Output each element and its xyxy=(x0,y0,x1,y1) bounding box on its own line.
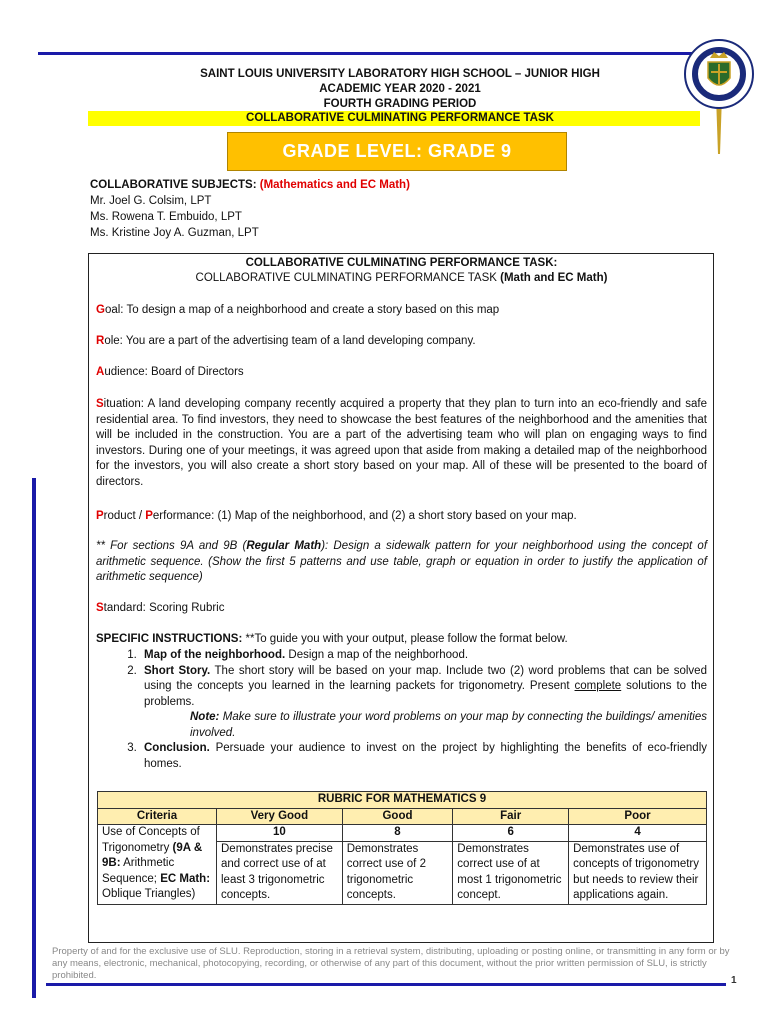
situation xyxy=(96,397,707,490)
product-mid: roduct / xyxy=(103,510,146,522)
school-name: SAINT LOUIS UNIVERSITY LABORATORY HIGH SCHOOL – JUNIOR HIGH xyxy=(200,68,600,80)
item-2-text: The short story will be based on your map. Include two (2) word problems that can be solved using the concepts you learned in the learning packets for trigonometry. Present xyxy=(144,664,707,692)
item-2-text2: solutions to the problems. xyxy=(144,680,708,708)
score-cell: 8 xyxy=(342,825,453,842)
rubric-title: RUBRIC FOR MATHEMATICS 9 xyxy=(98,792,707,809)
criteria-pre: Use of Concepts of Trigonometry xyxy=(102,826,200,854)
rubric-cell: Demonstrates precise and correct use of at least 3 trigonometric concepts. xyxy=(217,841,343,904)
item-3-title: Conclusion. xyxy=(144,742,210,754)
audience-letter: A xyxy=(96,366,105,378)
standard xyxy=(96,601,707,617)
left-rule xyxy=(32,478,36,998)
teacher-3: Ms. Kristine Joy A. Guzman, LPT xyxy=(90,227,259,239)
item-1-text: Design a map of the neighborhood. xyxy=(288,649,469,661)
regular-note-pre: ** For sections 9A and 9B ( xyxy=(96,540,247,552)
task-subtitle-bold: (Math and EC Math) xyxy=(500,272,608,284)
rubric-table xyxy=(97,791,707,905)
collaborative-subjects xyxy=(90,177,410,193)
page-number: 1 xyxy=(731,975,737,986)
regular-note-bold: Regular Math xyxy=(246,540,322,552)
note-text: Make sure to illustrate your word problems on your map by connecting the buildings/ amenities involved. xyxy=(190,711,707,739)
subjects-value: (Mathematics and EC Math) xyxy=(259,179,410,191)
instruction-list-wrap xyxy=(96,648,707,772)
rubric-header: Poor xyxy=(569,808,707,825)
item-1-title: Map of the neighborhood. xyxy=(144,649,286,661)
grade-level-banner: GRADE LEVEL: GRADE 9 xyxy=(227,132,567,171)
task-header-title: COLLABORATIVE CULMINATING PERFORMANCE TASK xyxy=(246,112,554,124)
goal xyxy=(96,303,707,319)
instruction-item xyxy=(140,664,707,742)
subjects-label: COLLABORATIVE SUBJECTS: xyxy=(90,179,257,191)
task-subtitle xyxy=(96,271,707,287)
item-2-title: Short Story. xyxy=(144,664,211,677)
task-subtitle-text: COLLABORATIVE CULMINATING PERFORMANCE TASK xyxy=(195,272,497,284)
rubric-header: Very Good xyxy=(217,808,343,825)
goal-text: oal: To design a map of a neighborhood and create a story based on this map xyxy=(104,304,500,316)
top-rule xyxy=(38,52,698,55)
instructions-label: SPECIFIC INSTRUCTIONS: xyxy=(96,633,243,645)
academic-year: ACADEMIC YEAR 2020 - 2021 xyxy=(319,83,481,95)
score-cell: 6 xyxy=(453,825,569,842)
regular-math-note xyxy=(96,539,707,586)
rubric-criteria-cell xyxy=(98,825,217,905)
standard-text: tandard: Scoring Rubric xyxy=(103,602,225,614)
rubric-cell: Demonstrates use of concepts of trigonometry but needs to review their applications again. xyxy=(569,841,707,904)
task-title: COLLABORATIVE CULMINATING PERFORMANCE TASK: xyxy=(245,257,558,269)
criteria-mid: Arithmetic Sequence; xyxy=(102,857,175,885)
score-cell: 10 xyxy=(217,825,343,842)
instruction-list xyxy=(96,648,707,772)
item-3-text: Persuade your audience to invest on the project by highlighting the benefits of eco-friendly homes. xyxy=(144,742,707,770)
copyright-footer: Property of and for the exclusive use of SLU. Reproduction, storing in a retrieval system, distributing, uploading or posting online, or transmitting in any form or by any means, electronic, mechanical, photocopying, recording, or otherwise of any part of this document, without the prior written permission of SLU, is strictly prohibited. xyxy=(52,946,730,981)
rubric-cell: Demonstrates correct use of at most 1 trigonometric concept. xyxy=(453,841,569,904)
regular-note-post: ): Design a sidewalk pattern for your neighborhood using the concept of arithmetic sequence. (Show the first 5 patterns and use table, graph or equation in order to justify the application of arithmetic sequence) xyxy=(96,540,708,583)
grading-period: FOURTH GRADING PERIOD xyxy=(323,98,477,110)
rubric-header: Fair xyxy=(453,808,569,825)
item-2-underline: complete xyxy=(574,680,622,692)
item-2-note xyxy=(144,710,707,741)
product-letter: P xyxy=(96,510,104,522)
instruction-item xyxy=(140,648,707,664)
specific-instructions xyxy=(96,632,707,648)
teacher-1: Mr. Joel G. Colsim, LPT xyxy=(90,195,212,207)
criteria-post: Oblique Triangles) xyxy=(102,888,196,900)
situation-text: ituation: A land developing company recently acquired a property that they plan to turn into an eco-friendly and safe residential area. To find investors, they need to showcase the best features of the neighborhood and the amenities that will be included in the construction. You are a part of the advertising team who will plan on engaging ways to find investors. During one of your meetings, it was agreed upon that aside from making a detailed map of the neighborhood for the investors, you will also create a short story based on your map. All of these will be presented to the board of directors. xyxy=(96,398,707,488)
instructions-text: **To guide you with your output, please follow the format below. xyxy=(245,633,568,645)
score-cell: 4 xyxy=(569,825,707,842)
criteria-bold-2: EC Math: xyxy=(160,872,211,885)
bottom-rule xyxy=(46,983,726,986)
product-text: erformance: (1) Map of the neighborhood, and (2) a short story based on your map. xyxy=(152,510,577,522)
rubric-header: Good xyxy=(342,808,453,825)
note-label: Note: xyxy=(190,711,220,723)
rubric-cell: Demonstrates correct use of 2 trigonometric concepts. xyxy=(342,841,453,904)
teacher-2: Ms. Rowena T. Embuido, LPT xyxy=(90,211,242,223)
performance-letter: P xyxy=(145,510,153,522)
rubric-header: Criteria xyxy=(98,808,217,825)
criteria-bold-1: (9A & 9B: xyxy=(102,841,203,869)
product-performance xyxy=(96,509,707,525)
goal-letter: G xyxy=(96,304,105,316)
instruction-item xyxy=(140,741,707,772)
role-text: ole: You are a part of the advertising team of a land developing company. xyxy=(104,335,476,347)
role xyxy=(96,334,707,350)
situation-letter: S xyxy=(96,398,104,410)
standard-letter: S xyxy=(96,602,104,614)
role-letter: R xyxy=(96,335,105,347)
audience xyxy=(96,365,707,381)
audience-text: udience: Board of Directors xyxy=(104,366,244,378)
